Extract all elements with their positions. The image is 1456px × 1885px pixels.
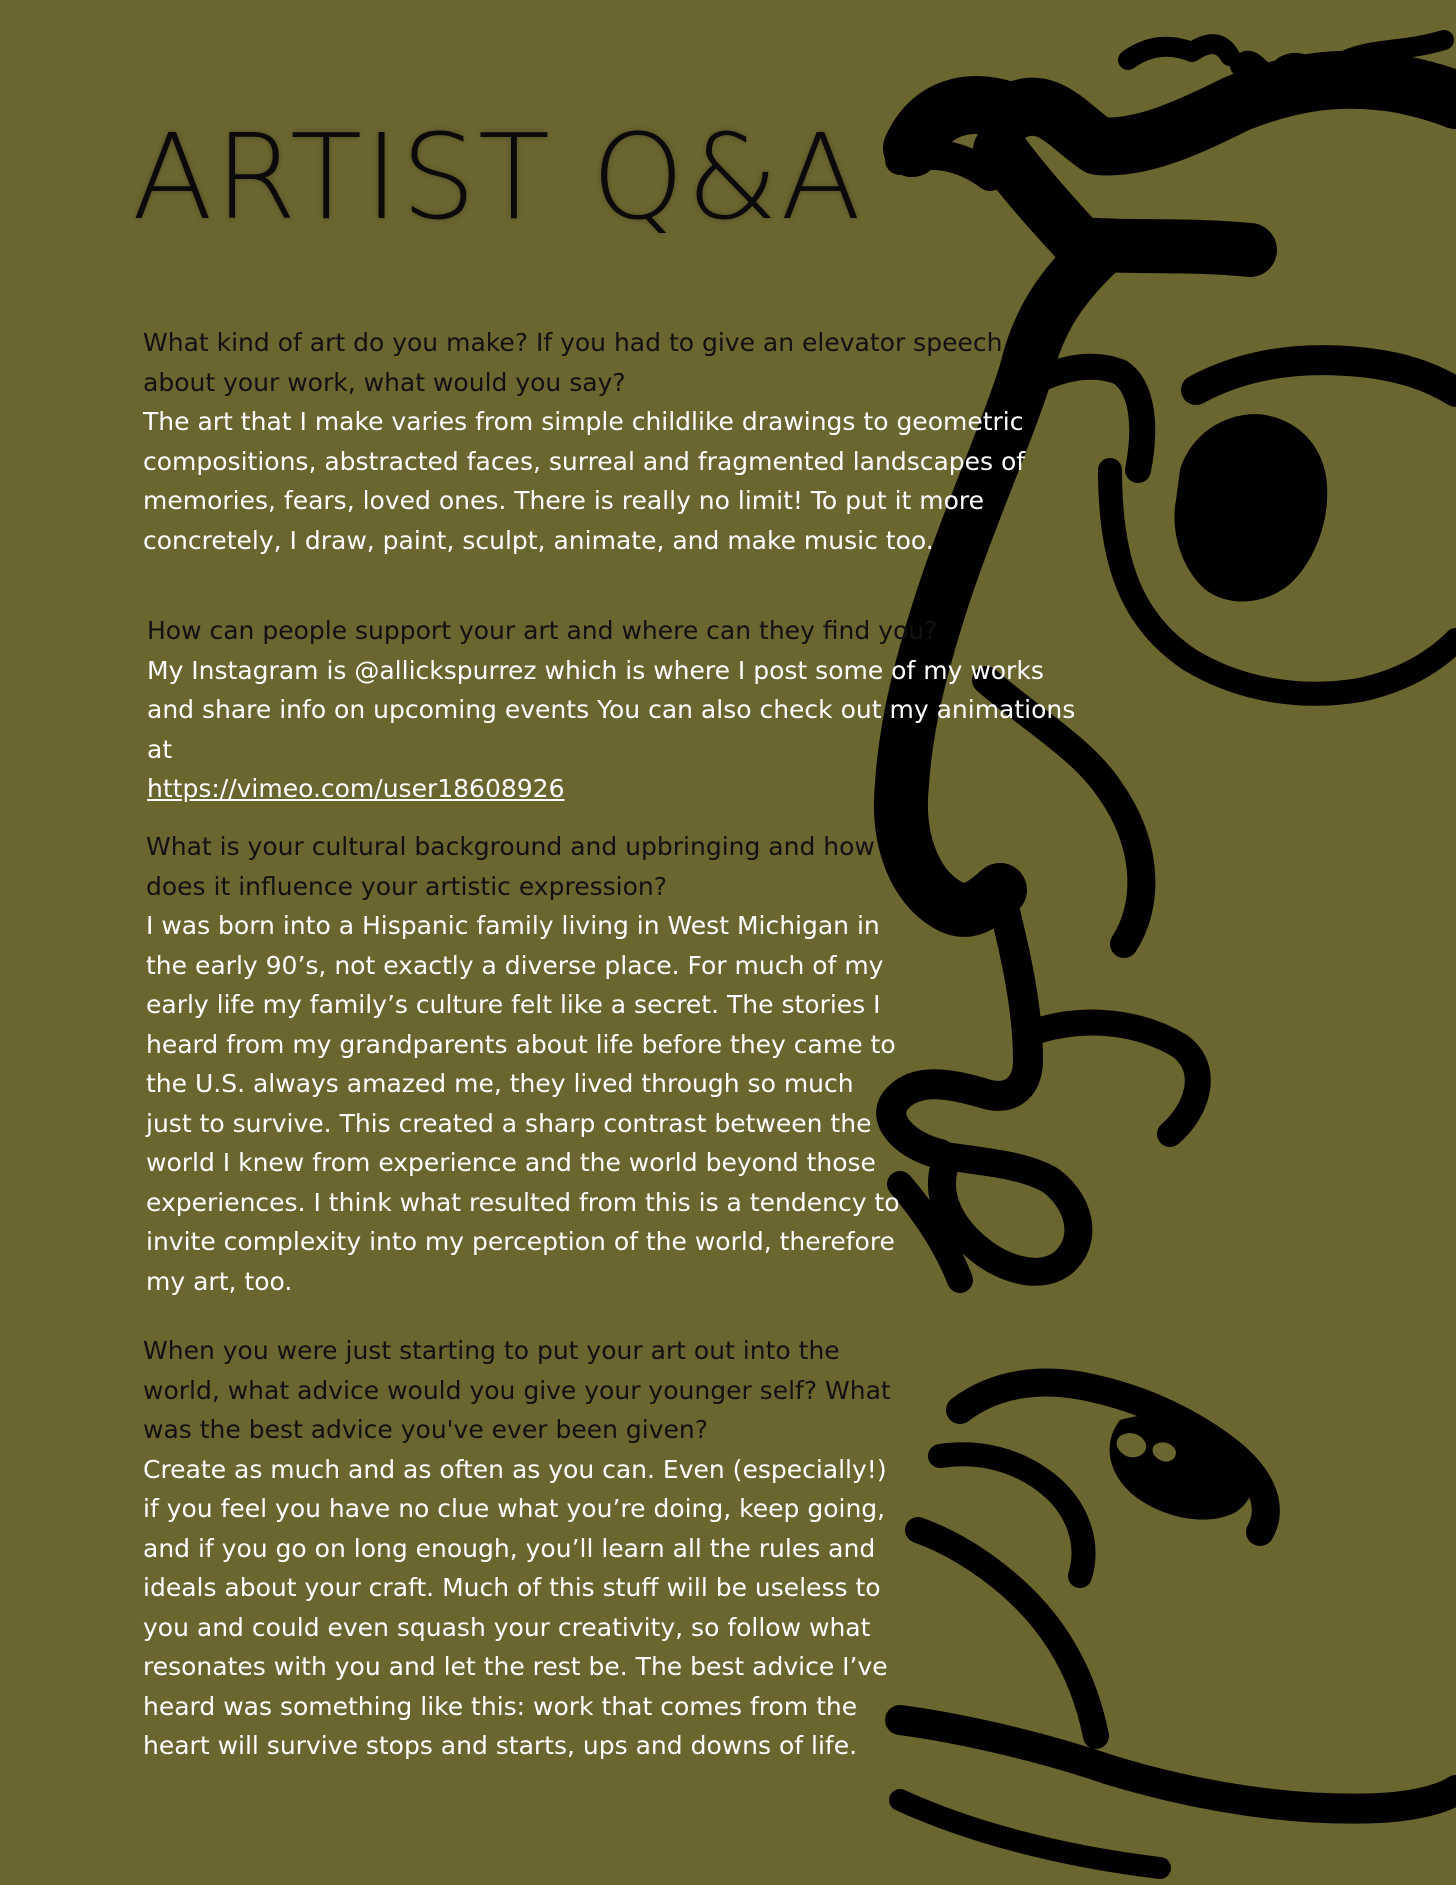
qa-item — [147, 611, 1077, 809]
answer-text: The art that I make varies from simple childlike drawings to geometric compositions, abstracted faces, surreal and fragmented landscapes of memories, fears, loved ones. There is really no limit! To put it more concretely, I draw, paint, sculpt, animate, and make music too. — [143, 407, 1026, 555]
question-text: What kind of art do you make? If you had to give an elevator speech about your work, what would you say? — [143, 328, 1003, 397]
answer-body: My Instagram is @allickspurrez which is where I post some of my works and share info on upcoming events You can also check out my animations at — [147, 655, 1076, 764]
vimeo-link[interactable]: https://vimeo.com/user18608926 — [147, 774, 565, 803]
question-text: What is your cultural background and upbringing and how does it influence your artistic expression? — [146, 832, 875, 901]
question-text: When you were just starting to put your art out into the world, what advice would you give your younger self? What was the best advice you've ever been given? — [143, 1336, 891, 1444]
qa-item — [146, 827, 906, 1301]
qa-item — [143, 323, 1043, 560]
answer-text: I was born into a Hispanic family living in West Michigan in the early 90’s, not exactly a diverse place. For much of my early life my family’s culture felt like a secret. The stories I heard from my grandparents about life before they came to the U.S. always amazed me, they lived through so much just to survive. This created a sharp contrast between the world I knew from experience and the world beyond those experiences. I think what resulted from this is a tendency to invite complexity into my perception of the world, therefore my art, too. — [146, 911, 900, 1296]
answer-text: Create as much and as often as you can. Even (especially!) if you feel you have no clue what you’re doing, keep going, and if you go on long enough, you’ll learn all the rules and ideals about your craft. Much of this stuff will be useless to you and could even squash your creativity, so follow what resonates with you and let the rest be. The best advice I’ve heard was something like this: work that comes from the heart will survive stops and starts, ups and downs of life. — [143, 1454, 888, 1760]
question-text: How can people support your art and where can they find you? — [147, 616, 938, 645]
qa-item — [143, 1331, 903, 1766]
page-title: ARTIST Q&A — [132, 108, 864, 246]
answer-text — [147, 651, 1077, 809]
